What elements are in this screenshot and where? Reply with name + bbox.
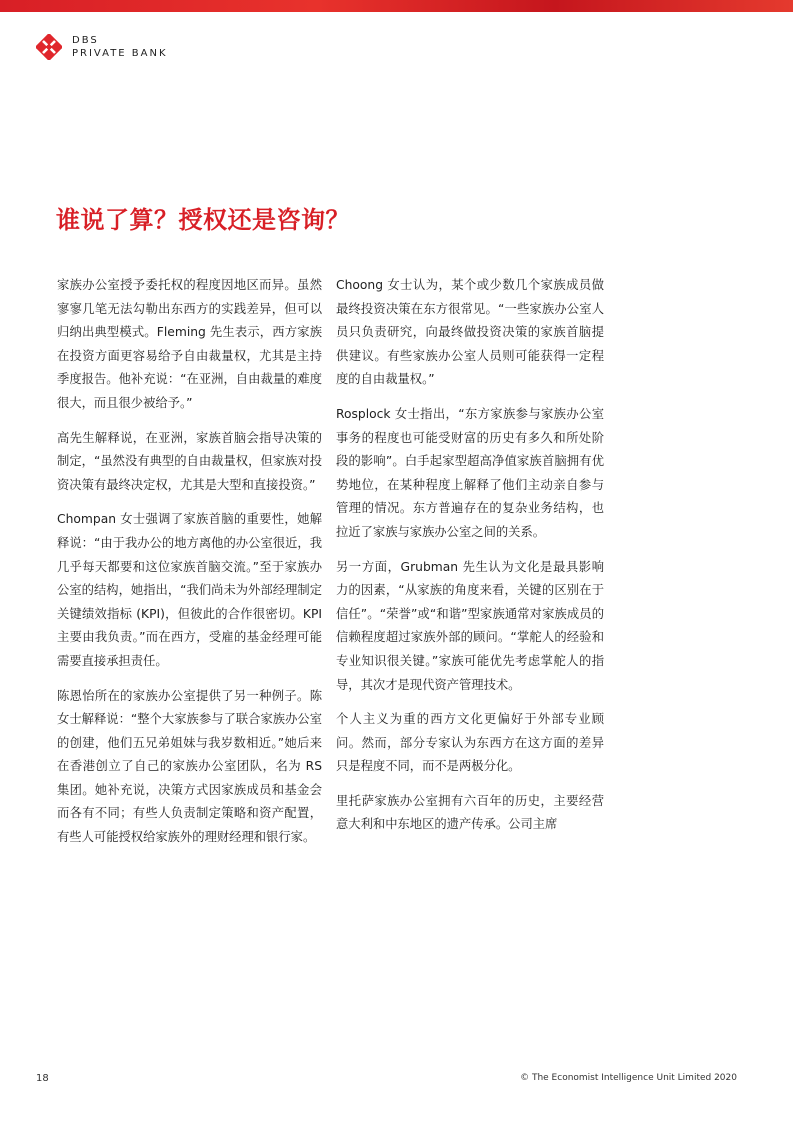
paragraph: Choong 女士认为，某个或少数几个家族成员做最终投资决策在东方很常见。“一些家族办公室人员只负责研究，向最终做投资决策的家族首脑提供建议。有些家族办公室人员则可能获得一定程度的自由裁量权。” [336,278,604,387]
paragraph: Chompan 女士强调了家族首脑的重要性，她解释说：“由于我办公的地方离他的办公室很近，我几乎每天都要和这位家族首脑交流。”至于家族办公室的结构，她指出，“我们尚未为外部经理制定关键绩效指标 (KPI)，但彼此的合作很密切。KPI 主要由我负责。”而在西方，受雇的基金经理可能需要直接承担责任。 [57,512,322,668]
paragraph: 个人主义为重的西方文化更偏好于外部专业顾问。然而，部分专家认为东西方在这方面的差异只是程度不同，而不是两极分化。 [336,712,604,774]
page-number: 18 [36,1073,49,1084]
logo-wordmark [72,34,168,60]
paragraph: Rosplock 女士指出，“东方家族参与家族办公室事务的程度也可能受财富的历史有多久和所处阶段的影响”。白手起家型超高净值家族首脑拥有优势地位，在某种程度上解释了他们主动亲自参与管理的情况。东方普遍存在的复杂业务结构，也拉近了家族与家族办公室之间的关系。 [336,406,604,539]
paragraph: 高先生解释说，在亚洲，家族首脑会指导决策的制定，“虽然没有典型的自由裁量权，但家族对投资决策有最终决定权，尤其是大型和直接投资。” [57,430,322,492]
logo-line-2: PRIVATE BANK [72,48,168,59]
paragraph: 里托萨家族办公室拥有六百年的历史，主要经营意大利和中东地区的遗产传承。公司主席 [336,793,604,832]
dbs-logo-mark-icon [36,34,62,60]
right-column [336,274,604,848]
page-title: 谁说了算？授权还是咨询？ [56,206,350,234]
copyright-notice: © The Economist Intelligence Unit Limited 2020 [520,1073,737,1083]
left-column [57,274,322,861]
paragraph: 家族办公室授予委托权的程度因地区而异。虽然寥寥几笔无法勾勒出东西方的实践差异，但可以归纳出典型模式。Fleming 先生表示，西方家族在投资方面更容易给予自由裁量权，尤其是主持季度报告。他补充说：“在亚洲，自由裁量的难度很大，而且很少被给予。” [57,278,322,410]
top-accent-bar [0,0,793,12]
paragraph: 陈恩怡所在的家族办公室提供了另一种例子。陈女士解释说：“整个大家族参与了联合家族办公室的创建，他们五兄弟姐妹与我岁数相近。”她后来在香港创立了自己的家族办公室团队，名为 RS 集团。她补充说，决策方式因家族成员和基金会而各有不同；有些人负责制定策略和资产配置，有些人可能授权给家族外的理财经理和银行家。 [57,688,322,845]
dbs-logo [36,32,168,62]
paragraph: 另一方面，Grubman 先生认为文化是最具影响力的因素，“从家族的角度来看，关键的区别在于信任”。“荣誉”或“和谐”型家族通常对家族成员的信赖程度超过家族外部的顾问。“掌舵人的经验和专业知识很关键。”家族可能优先考虑掌舵人的指导，其次才是现代资产管理技术。 [336,559,604,692]
logo-line-1: DBS [72,35,99,46]
